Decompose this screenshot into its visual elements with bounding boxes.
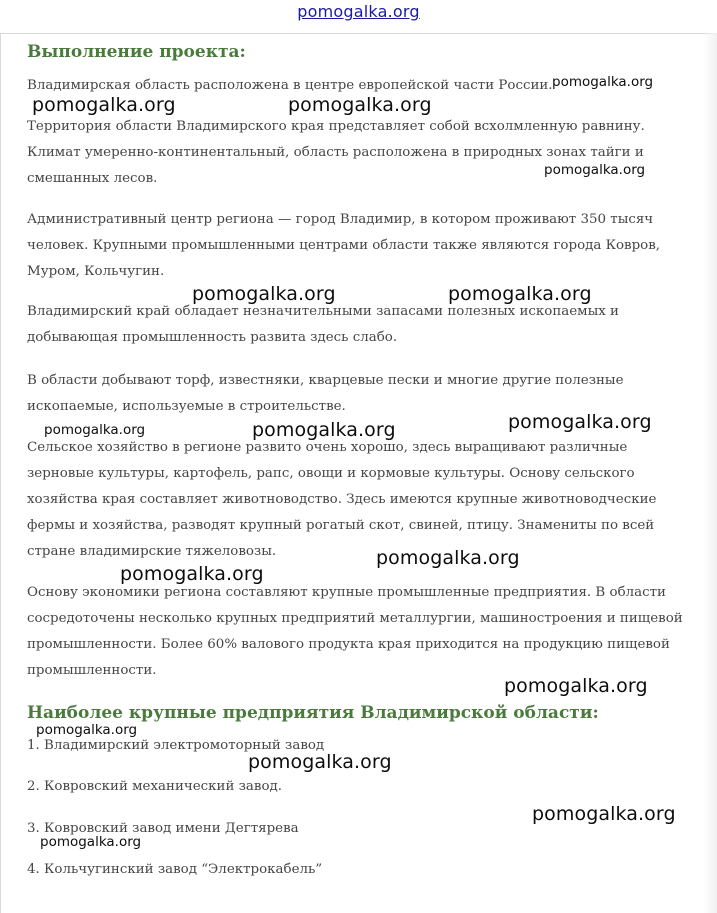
watermark: pomogalka.org [192,283,336,305]
project-heading: Выполнение проекта: [27,42,246,62]
paragraph-location: Владимирская область расположена в центре европейской части России. [27,78,553,93]
watermark: pomogalka.org [36,722,138,738]
watermark: pomogalka.org [40,834,142,850]
site-header [0,0,717,30]
paragraph-economy: Основу экономики региона составляют крупные промышленные предприятия. В области сосредоточены несколько крупных предприятий металлургии, машиностроения и пищевой промышленности. Более 60% валового продукта края приходится на продукцию пищевой промышленности. [27,585,683,678]
enterprise-item-1: 1. Владимирский электромоторный завод [27,738,325,753]
watermark: pomogalka.org [532,803,676,825]
watermark: pomogalka.org [288,94,432,116]
enterprise-item-3: 3. Ковровский завод имени Дегтярева [27,821,299,836]
paragraph-admin-center: Административный центр региона — город Владимир, в котором проживают 350 тысяч человек. Крупными промышленными центрами области также являются города Ковров, Муром, Кольчугин. [27,212,661,279]
watermark: pomogalka.org [448,283,592,305]
watermark: pomogalka.org [504,675,648,697]
watermark: pomogalka.org [248,751,392,773]
watermark: pomogalka.org [252,419,396,441]
paragraph-mining: В области добывают торф, известняки, кварцевые пески и многие другие полезные ископаемые, используемые в строительстве. [27,373,624,414]
paragraph-resources: Владимирский край обладает незначительными запасами полезных ископаемых и добывающая промышленность развита здесь слабо. [27,304,619,345]
watermark: pomogalka.org [376,547,520,569]
enterprise-item-2: 2. Ковровский механический завод. [27,779,283,794]
watermark: pomogalka.org [44,422,146,438]
watermark: pomogalka.org [32,94,176,116]
watermark: pomogalka.org [552,74,654,90]
right-edge-shadow [703,33,717,913]
watermark: pomogalka.org [120,563,264,585]
enterprises-heading: Наиболее крупные предприятия Владимирской области: [27,703,599,723]
enterprise-item-4: 4. Кольчугинский завод “Электрокабель” [27,862,323,877]
watermark: pomogalka.org [508,411,652,433]
paragraph-territory: Территория области Владимирского края представляет собой всхолмленную равнину. Климат умеренно-континентальный, область расположена в природных зонах тайги и смешанных лесов. [27,119,645,186]
paragraph-agriculture: Сельское хозяйство в регионе развито очень хорошо, здесь выращивают различные зерновые культуры, картофель, рапс, овощи и кормовые культуры. Основу сельского хозяйства края составляет животноводство. Здесь имеются крупные животноводческие фермы и хозяйства, разводят крупный рогатый скот, свиней, птицу. Знамениты по всей стране владимирские тяжеловозы. [27,440,657,559]
watermark: pomogalka.org [544,162,646,178]
site-title-link[interactable]: pomogalka.org [297,2,420,21]
